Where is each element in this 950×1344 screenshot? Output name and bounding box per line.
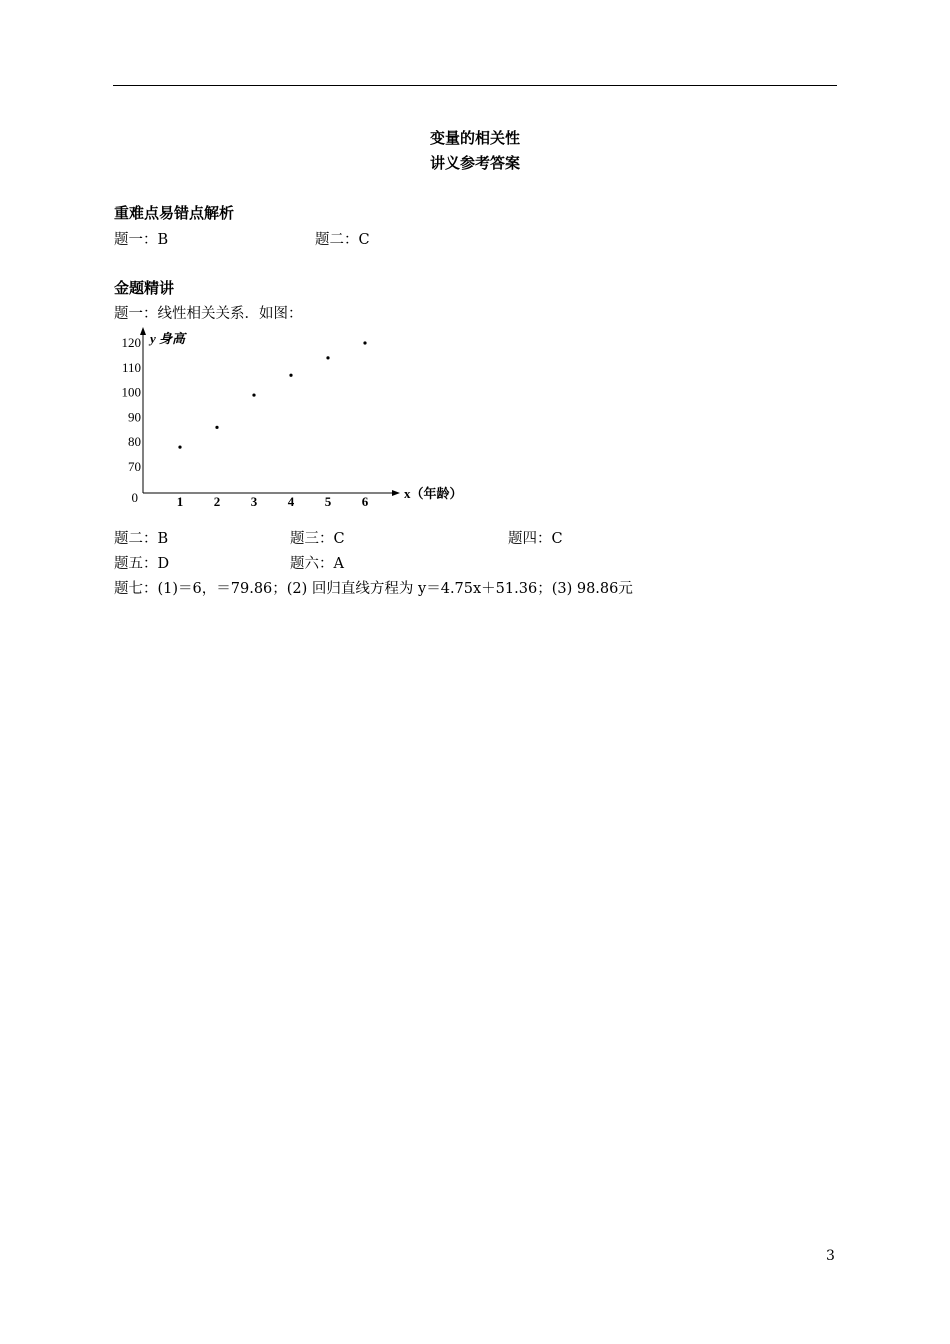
- y-tick-label: 80: [128, 434, 141, 450]
- answer-2: 题二：C: [315, 232, 370, 248]
- data-point: [215, 426, 218, 429]
- y-axis-arrow: [140, 327, 146, 335]
- y-axis-label: y 身高: [150, 331, 186, 346]
- origin-label: 0: [131, 490, 138, 505]
- data-point: [363, 341, 366, 344]
- key-answer-1: 题一：线性相关关系．如图：: [114, 306, 303, 322]
- y-tick-label: 110: [121, 359, 141, 375]
- x-axis-arrow: [392, 490, 400, 496]
- x-tick-label: 3: [250, 494, 258, 509]
- y-tick-label: 90: [128, 409, 141, 425]
- x-tick-label: 5: [324, 494, 332, 509]
- x-axis-label: x（年龄）: [404, 486, 463, 501]
- key-answer-4: 题四：C: [508, 531, 563, 547]
- data-point: [326, 356, 329, 359]
- answer-1: 题一：B: [114, 232, 169, 248]
- section-heading-key-problems: 金题精讲: [114, 279, 175, 297]
- x-tick-label: 2: [213, 494, 221, 509]
- key-answer-5: 题五：D: [114, 556, 170, 572]
- y-tick-label: 120: [121, 335, 141, 350]
- data-point: [178, 446, 181, 449]
- document-subtitle: 讲义参考答案: [429, 154, 520, 172]
- data-point: [289, 374, 292, 377]
- y-tick-label: 100: [121, 384, 141, 400]
- key-answer-3: 题三：C: [290, 531, 345, 547]
- key-answer-2: 题二：B: [114, 531, 169, 547]
- document-title: 变量的相关性: [429, 129, 520, 147]
- data-point: [252, 393, 255, 396]
- scatter-chart: [112, 325, 472, 515]
- x-tick-label: 4: [287, 494, 295, 509]
- page-number: 3: [826, 1248, 835, 1264]
- x-tick-label: 1: [176, 494, 184, 509]
- x-tick-label: 6: [361, 494, 369, 509]
- key-answer-6: 题六：A: [290, 556, 344, 572]
- section-heading-difficult-points: 重难点易错点解析: [114, 204, 235, 222]
- y-tick-label: 70: [128, 459, 141, 474]
- header-rule: [113, 85, 837, 86]
- key-answer-7: 题七：(1)＝6，＝79.86；(2) 回归直线方程为 y＝4.75x＋51.36；(3) 98.86元: [114, 581, 633, 597]
